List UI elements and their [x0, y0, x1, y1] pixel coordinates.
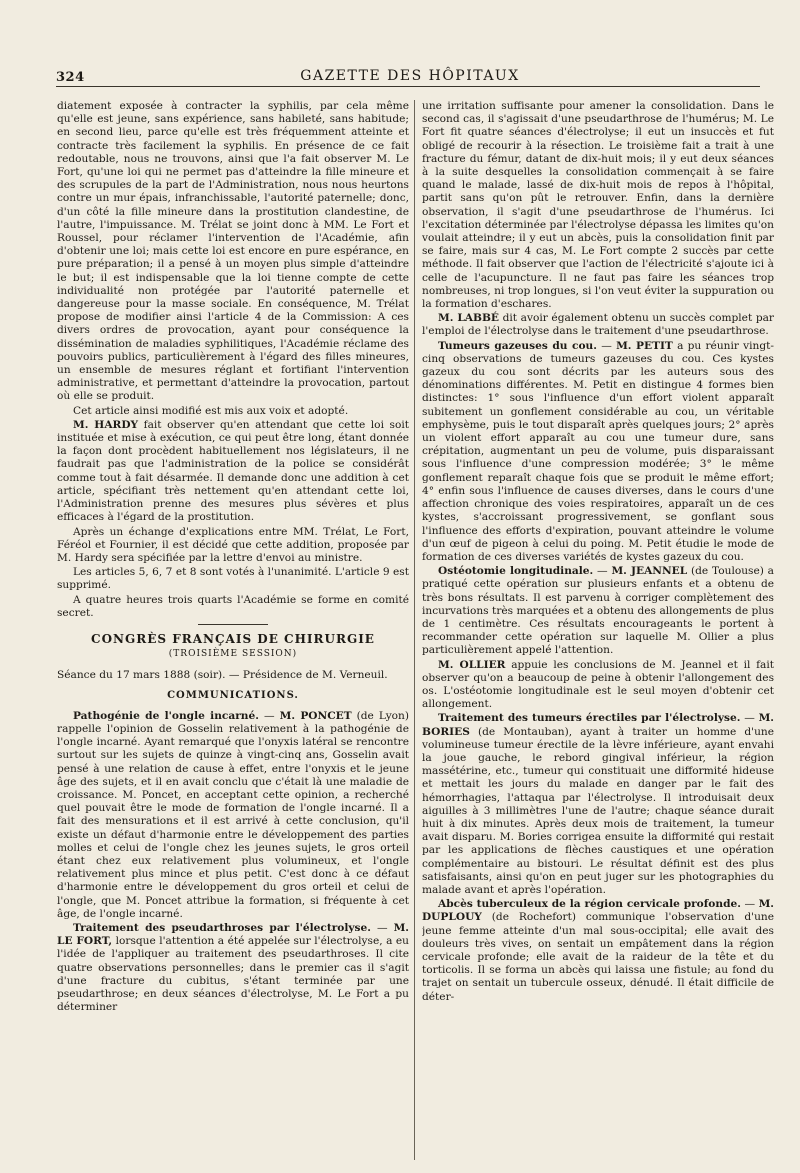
onychia-text: (de Lyon) rappelle l'opinion de Gosselin relativement à la pathogénie de l'ongle incarné. Ayant remarqué que l'onyxis latéral se rencontre surtout sur les sujets de quinze à vingt-cinq ans, Gosselin avait pensé à une relation de cause à effet, entre l'onyxis et le jeune âge des sujets, et il en avait conclu que c'était là une maladie de croissance. M. Poncet, en acceptant cette opinion, a recherché quel pouvait être le mode de formation de l'ongle incarné. Il a fait des mensurations et il est arrivé à cette conclusion, qu'il existe un défaut d'harmonie entre le développement des parties molles et celui de l'ongle chez les jeunes sujets, le gros orteil étant chez eux relativement plus volumineux, et l'ongle relativement plus mince et plus petit. C'est donc à ce défaut d'harmonie entre le développement du gros orteil et celui de l'ongle, que M. Poncet attribue la formation, si fréquente à cet âge, de l'ongle incarné.: [57, 709, 409, 920]
pseudarthrose-text: lorsque l'attention a été appelée sur l'électrolyse, a eu l'idée de l'appliquer au traitement des pseudarthroses. Il cite quatre observations personnelles; dans le premier cas il s'agit d'une fracture du cubitus, s'étant terminée par une pseudarthrose; en deux séances d'électrolyse, M. Le Fort a pu déterminer: [57, 935, 409, 1014]
session-line: Séance du 17 mars 1888 (soir). — Présidence de M. Verneuil.: [57, 669, 388, 682]
journal-title: GAZETTE DES HÔPITAUX: [300, 68, 520, 84]
osteotomie-title: Ostéotomie longitudinale.: [438, 565, 594, 578]
paragraph-labbe: [422, 312, 774, 338]
author-labbe: M. LABBÉ: [438, 312, 500, 325]
left-column: [57, 100, 409, 1160]
abces-text: (de Rochefort) communique l'observation d'une jeune femme atteinte d'un mal sous-occipital; elle avait des douleurs très vives, on sentait un empâtement dans la région cervicale profonde; elle avait de la raideur de la tête et du torticolis. Il se forma un abcès qui laissa une fistule; au fond du trajet on sentait un tubercule osseux, dénudé. Il était difficile de déter-: [422, 911, 774, 1003]
erectiles-title: Traitement des tumeurs érectiles par l'électrolyse.: [438, 712, 741, 725]
author-duplouy: M. DUPLOUY: [422, 898, 774, 924]
paragraph-syphilis-continuation: diatement exposée à contracter la syphilis, par cela même qu'elle est jeune, sans expérience, sans habileté, sans habitude; en second lieu, parce qu'elle est très fréquemment atteinte et contracte très facilement la syphilis. En présence de ce fait redoutable, nous ne trouvons, ainsi que l'a fait observer M. Le Fort, qu'une loi qui ne permet pas d'atteindre la fille mineure et des scrupules de la part de l'Administration, nous nous heurtons contre un mur épais, infranchissable, l'autorité paternelle; donc, d'un côté la fille mineure dans la prostitution clandestine, de l'autre, l'impuissance. M. Trélat se joint donc à MM. Le Fort et Roussel, pour réclamer l'intervention de l'Académie, afin d'obtenir une loi; mais cette loi est encore en pure espérance, en pure préparation; il a pensé à un moyen plus simple d'atteindre le but; il est indispensable que la loi tienne compte de cette individualité non protégée par l'autorité paternelle et dangereuse pour la masse sociale. En conséquence, M. Trélat propose de modifier ainsi l'article 4 de la Commission: A ces divers ordres de provocation, ayant pour conséquence la dissémination de maladies syphilitiques, l'Académie réclame des pouvoirs publics, particulièrement à l'égard des filles mineures, un ensemble de mesures réglant et fortifiant l'intervention administrative, et permettant d'atteindre la provocation, partout où elle se produit.: [57, 100, 409, 403]
onychia-title: Pathogénie de l'ongle incarné.: [73, 709, 259, 722]
author-bories: M. BORIES: [422, 712, 774, 738]
tumeurs-text: a pu réunir vingt-cinq observations de tumeurs gazeuses du cou. Ces kystes gazeux du cou sont décrits par les auteurs sous des dénominations différentes. M. Petit en distingue 4 formes bien distinctes: 1° sous l'influence d'un effort violent apparaît subitement un gonflement considérable au cou, un véritable emphysème, puis le tout disparaît après quelques jours; 2° après un violent effort apparaît au cou une tumeur dure, sans crépitation, augmentant un peu de volume, puis disparaissant sous l'influence d'une compression modérée; 3° le même gonflement reparaît chaque fois que se produit le même effort; 4° enfin sous l'influence de causes diverses, dans le cours d'une affection chronique des voies respiratoires, apparaît un de ces kystes, s'accroissant progressivement, se gonflant sous l'influence des efforts d'expiration, pouvant atteindre le volume d'un œuf de pigeon à celui du poing. M. Petit étudie le mode de formation de ces diverses variétés de kystes gazeux du cou.: [422, 339, 774, 563]
paragraph-articles-voted: Les articles 5, 6, 7 et 8 sont votés à l'unanimité. L'article 9 est supprimé.: [57, 566, 409, 592]
hardy-text: fait observer qu'en attendant que cette loi soit instituée et mise à exécution, ce qui peut être long, étant donnée la façon dont procèdent habituellement nos législateurs, il ne faudrait pas que l'administration de la police se considérât comme tout à fait désarmée. Il demande donc une addition à cet article, spécifiant très nettement qu'en attendant cette loi, l'Administration prenne des mesures plus sévères et plus efficaces à l'égard de la prostitution.: [57, 418, 409, 524]
abces-title: Abcès tuberculeux de la région cervicale profonde.: [438, 898, 741, 911]
paragraph-hardy: [57, 419, 409, 525]
erectiles-text: (de Montauban), ayant à traiter un homme d'une volumineuse tumeur érectile de la lèvre inférieure, ayant envahi la joue gauche, le rebord gingival inférieur, la région massétérine, etc., tumeur qui constituait une difformité hideuse et mettait les jours du malade en danger par le fait des hémorrhagies, l'attaqua par l'électrolyse. Il introduisait deux aiguilles à 3 millimètres l'une de l'autre; chaque séance durait huit à dix minutes. Après deux mois de traitement, la tumeur avait disparu. M. Bories corrigea ensuite la difformité qui restait par les applications de flèches caustiques et une opération complémentaire au bistouri. Le résultat définit est des plus satisfaisants, ainsi qu'on en peut juger sur les photographies du malade avant et après l'opération.: [422, 725, 774, 896]
ollier-text: appuie les conclusions de M. Jeannel et il fait observer qu'on a beaucoup de peine à obtenir l'allongement des os. L'ostéotomie longitudinale est le seul moyen d'obtenir cet allongement.: [422, 658, 774, 711]
paragraph-abces: Abcès tuberculeux de la région cervicale profonde. — M. DUPLOUY (de Rochefort) communique l'observation d'une jeune femme atteinte d'un mal sous-occipital; elle avait des douleurs très vives, on sentait un empâtement dans la région cervicale profonde; elle avait de la raideur de la tête et du torticolis. Il se forma un abcès qui laissa une fistule; au fond du trajet on sentait un tubercule osseux, dénudé. Il était difficile de déter-: [422, 898, 774, 1003]
congress-subtitle: (TROISIÈME SESSION): [168, 649, 298, 660]
column-divider: [414, 100, 415, 1160]
author-lefort: M. LE FORT,: [57, 921, 409, 948]
author-poncet: M. PONCET: [279, 709, 352, 722]
author-hardy: M. HARDY: [73, 418, 139, 431]
author-petit: M. PETIT: [616, 339, 673, 352]
paragraph-tumeurs-erectiles: Traitement des tumeurs érectiles par l'électrolyse. — M. BORIES (de Montauban), ayant à traiter un homme d'une volumineuse tumeur érectile de la lèvre inférieure, ayant envahi la joue gauche, le rebord gingival inférieur, la région massétérine, etc., tumeur qui constituait une difformité hideuse et mettait les jours du malade en danger par le fait des hémorrhagies, l'attaqua par l'électrolyse. Il introduisait deux aiguilles à 3 millimètres l'une de l'autre; chaque séance durait huit à dix minutes. Après deux mois de traitement, la tumeur avait disparu. M. Bories corrigea ensuite la difformité qui restait par les applications de flèches caustiques et une opération complémentaire au bistouri. Le résultat définit est des plus satisfaisants, ainsi qu'on en peut juger sur les photographies du malade avant et après l'opération.: [422, 712, 774, 896]
paragraph-article-adopted: Cet article ainsi modifié est mis aux voix et adopté.: [73, 404, 349, 417]
paragraph-pseudarthrose: Traitement des pseudarthroses par l'électrolyse. — M. LE FORT, lorsque l'attention a été appelée sur l'électrolyse, a eu l'idée de l'appliquer au traitement des pseudarthroses. Il cite quatre observations personnelles; dans le premier cas il s'agit d'une fracture du cubitus, s'étant terminée par une pseudarthrose; en deux séances d'électrolyse, M. Le Fort a pu déterminer: [57, 921, 409, 1014]
paragraph-tumeurs-gazeuses: Tumeurs gazeuses du cou. — M. PETIT a pu réunir vingt-cinq observations de tumeurs gazeuses du cou. Ces kystes gazeux du cou sont décrits par les auteurs sous des dénominations différentes. M. Petit en distingue 4 formes bien distinctes: 1° sous l'influence d'un effort violent apparaît subitement un gonflement considérable au cou, un véritable emphysème, puis le tout disparaît après quelques jours; 2° après un violent effort apparaît au cou une tumeur dure, sans crépitation, augmentant un peu de volume, puis disparaissant sous l'influence d'une compression modérée; 3° le même gonflement reparaît chaque fois que se produit le même effort; 4° enfin sous l'influence de causes diverses, dans le cours d'une affection chronique des voies respiratoires, apparaît un de ces kystes, s'accroissant progressivement, se gonflant sous l'influence des efforts d'expiration, pouvant atteindre le volume d'un œuf de pigeon à celui du poing. M. Petit étudie le mode de formation de ces diverses variétés de kystes gazeux du cou.: [422, 339, 774, 563]
page-number: 324: [56, 70, 85, 85]
labbe-text: dit avoir également obtenu un succès complet par l'emploi de l'électrolyse dans le traitement d'une pseudarthrose.: [422, 312, 774, 338]
right-column: [422, 100, 774, 1160]
author-jeannel: M. JEANNEL: [611, 565, 688, 578]
paragraph-secret-committee: A quatre heures trois quarts l'Académie se forme en comité secret.: [57, 593, 409, 619]
paragraph-explanations: Après un échange d'explications entre MM. Trélat, Le Fort, Féréol et Fournier, il est décidé que cette addition, proposée par M. Hardy sera spécifiée par la lettre d'envoi au ministre.: [57, 525, 409, 564]
tumeurs-title: Tumeurs gazeuses du cou.: [438, 339, 597, 352]
paragraph-osteotomie: Ostéotomie longitudinale. — M. JEANNEL (de Toulouse) a pratiqué cette opération sur plusieurs enfants et a obtenu de très bons résultats. Il est parvenu à corriger complètement des incurvations très marquées et a obtenu des allongements de plus de 1 centimètre. Ces résultats encourageants le portent à recommander cette opération sur laquelle M. Ollier a plus particulièrement appelé l'attention.: [422, 565, 774, 657]
section-divider: [198, 624, 268, 625]
paragraph-pseudarthrose-continuation: une irritation suffisante pour amener la consolidation. Dans le second cas, il s'agissait d'une pseudarthrose de l'humérus; M. Le Fort fit quatre séances d'électrolyse; il eut un insuccès et fut obligé de recourir à la résection. Le troisième fait a trait à une fracture du fémur, datant de dix-huit mois; il y eut deux séances à la suite desquelles la consolidation commençait à se faire quand le malade, lassé de dix-huit mois de repos à l'hôpital, partit sans qu'on pût le retrouver. Enfin, dans la dernière observation, il s'agit d'une pseudarthrose de l'humérus. Ici l'excitation déterminée par l'électrolyse dépassa les limites qu'on voulait atteindre; il y eut un abcès, puis la consolidation finit par se faire, mais sur 4 cas, M. Le Fort compte 2 succès par cette méthode. Il fait observer que l'action de l'électricité s'ajoute ici à celle de l'acupuncture. Il ne faut pas faire les séances trop nombreuses, ni trop longues, si l'on veut éviter la suppuration ou la formation d'eschares.: [422, 100, 774, 311]
author-ollier: M. OLLIER: [438, 658, 506, 671]
pseudarthrose-title: Traitement des pseudarthroses par l'électrolyse.: [73, 921, 371, 934]
paragraph-onychia: Pathogénie de l'ongle incarné. — M. PONCET (de Lyon) rappelle l'opinion de Gosselin relativement à la pathogénie de l'ongle incarné. Ayant remarqué que l'onyxis latéral se rencontre surtout sur les sujets de quinze à vingt-cinq ans, Gosselin avait pensé à une relation de cause à effet, entre l'onyxis et le jeune âge des sujets, et il en avait conclu que c'était là une maladie de croissance. M. Poncet, en acceptant cette opinion, a recherché quel pouvait être le mode de formation de l'ongle incarné. Il a fait des mensurations et il est arrivé à cette conclusion, qu'il existe un défaut d'harmonie entre le développement des parties molles et celui de l'ongle chez les jeunes sujets, le gros orteil étant chez eux relativement plus volumineux, et l'ongle relativement plus mince et plus petit. C'est donc à ce défaut d'harmonie entre le développement du gros orteil et celui de l'ongle, que M. Poncet attribue la formation, si fréquente à cet âge, de l'ongle incarné.: [57, 709, 409, 920]
header-rule: [56, 86, 760, 87]
congress-title: CONGRÈS FRANÇAIS DE CHIRURGIE: [91, 631, 375, 646]
communications-title: COMMUNICATIONS.: [167, 689, 299, 701]
osteotomie-text: (de Toulouse) a pratiqué cette opération sur plusieurs enfants et a obtenu de très bons résultats. Il est parvenu à corriger complètement des incurvations très marquées et a obtenu des allongements de plus de 1 centimètre. Ces résultats encourageants le portent à recommander cette opération sur laquelle M. Ollier a plus particulièrement appelé l'attention.: [422, 565, 774, 657]
paragraph-ollier: [422, 659, 774, 712]
